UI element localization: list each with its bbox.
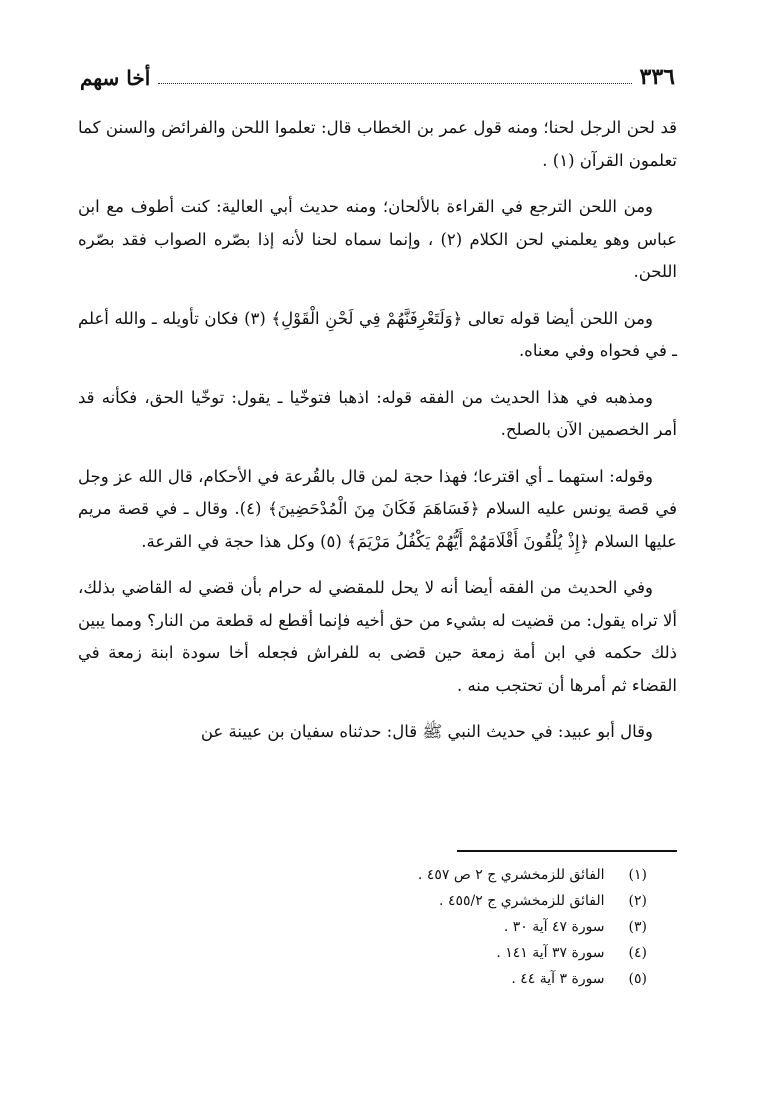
footnote-number: (٣) xyxy=(628,919,647,935)
footnote xyxy=(418,888,647,914)
footnote-number: (١) xyxy=(628,867,647,883)
footnote xyxy=(418,940,647,966)
paragraph: ومذهبه في هذا الحديث من الفقه قوله: اذهبا فتوخّيا ـ يقول: توخّيا الحق، فكأنه قد أمر الخصمين الآن بالصلح. xyxy=(78,387,677,439)
paragraph: وقوله: استهما ـ أي اقترعا؛ فهذا حجة لمن قال بالقُرعة في الأحكام، قال الله عز وجل في قصة يونس عليه السلام ﴿فَسَاهَمَ فَكَانَ مِنَ الْمُدْحَضِينَ﴾ (٤). وقال ـ في قصة مريم عليها السلام ﴿إِذْ يُلْقُونَ أَقْلَامَهُمْ أَيُّهُمْ يَكْفُلُ مَرْيَمَ﴾ (٥) وكل هذا حجة في القرعة. xyxy=(78,466,677,551)
main-text xyxy=(78,112,677,763)
running-title: أخا سهم xyxy=(80,66,151,90)
footnote xyxy=(418,914,647,940)
footnote-number: (٤) xyxy=(628,945,647,961)
page-number: ٣٣٦ xyxy=(639,64,675,90)
paragraph: ومن اللحن أيضا قوله تعالى ﴿وَلَتَعْرِفَنَّهُمْ فِي لَحْنِ الْقَوْلِ﴾ (٣) فكان تأويله ـ والله أعلم ـ في فحواه وفي معناه. xyxy=(78,308,677,360)
footnote-text: سورة ٣٧ آية ١٤١ . xyxy=(496,945,605,961)
header-dotted-leader xyxy=(158,83,631,84)
paragraph: وقال أبو عبيد: في حديث النبي ﷺ قال: حدثناه سفيان بن عيينة عن xyxy=(200,722,653,741)
footnote-separator xyxy=(457,850,677,852)
footnote-number: (٢) xyxy=(628,893,647,909)
paragraph: قد لحن الرجل لحنا؛ ومنه قول عمر بن الخطاب قال: تعلموا اللحن والفرائض والسنن كما تعلمون القرآن (١) . xyxy=(78,118,677,170)
footnotes xyxy=(418,862,647,992)
paragraph: وفي الحديث من الفقه أيضا أنه لا يحل للمقضي له حرام بأن قضي له القاضي بذلك، ألا تراه يقول: من قضيت له بشيء من حق أخيه فإنما أقطع له قطعة من النار؟ ومما يبين ذلك حكمه في ابن أمة زمعة حين قضى به للفراش فجعله أخا سودة ابنة زمعة في القضاء ثم أمرها أن تحتجب منه . xyxy=(78,578,677,695)
footnote-text: سورة ٣ آية ٤٤ . xyxy=(511,971,605,987)
footnote xyxy=(418,966,647,992)
running-header xyxy=(80,58,675,90)
footnote-number: (٥) xyxy=(628,971,647,987)
footnote-text: الفائق للزمخشري ج ٢ ص ٤٥٧ . xyxy=(417,867,605,883)
footnote-text: الفائق للزمخشري ج ٤٥٥/٢ . xyxy=(439,893,605,909)
paragraph: ومن اللحن الترجع في القراءة بالألحان؛ ومنه حديث أبي العالية: كنت أطوف مع ابن عباس وهو يعلمني لحن الكلام (٢) ، وإنما سماه لحنا لأنه إذا بصّره الصواب فقد بصّره اللحن. xyxy=(78,197,677,281)
footnote xyxy=(418,862,647,888)
footnote-text: سورة ٤٧ آية ٣٠ . xyxy=(503,919,605,935)
